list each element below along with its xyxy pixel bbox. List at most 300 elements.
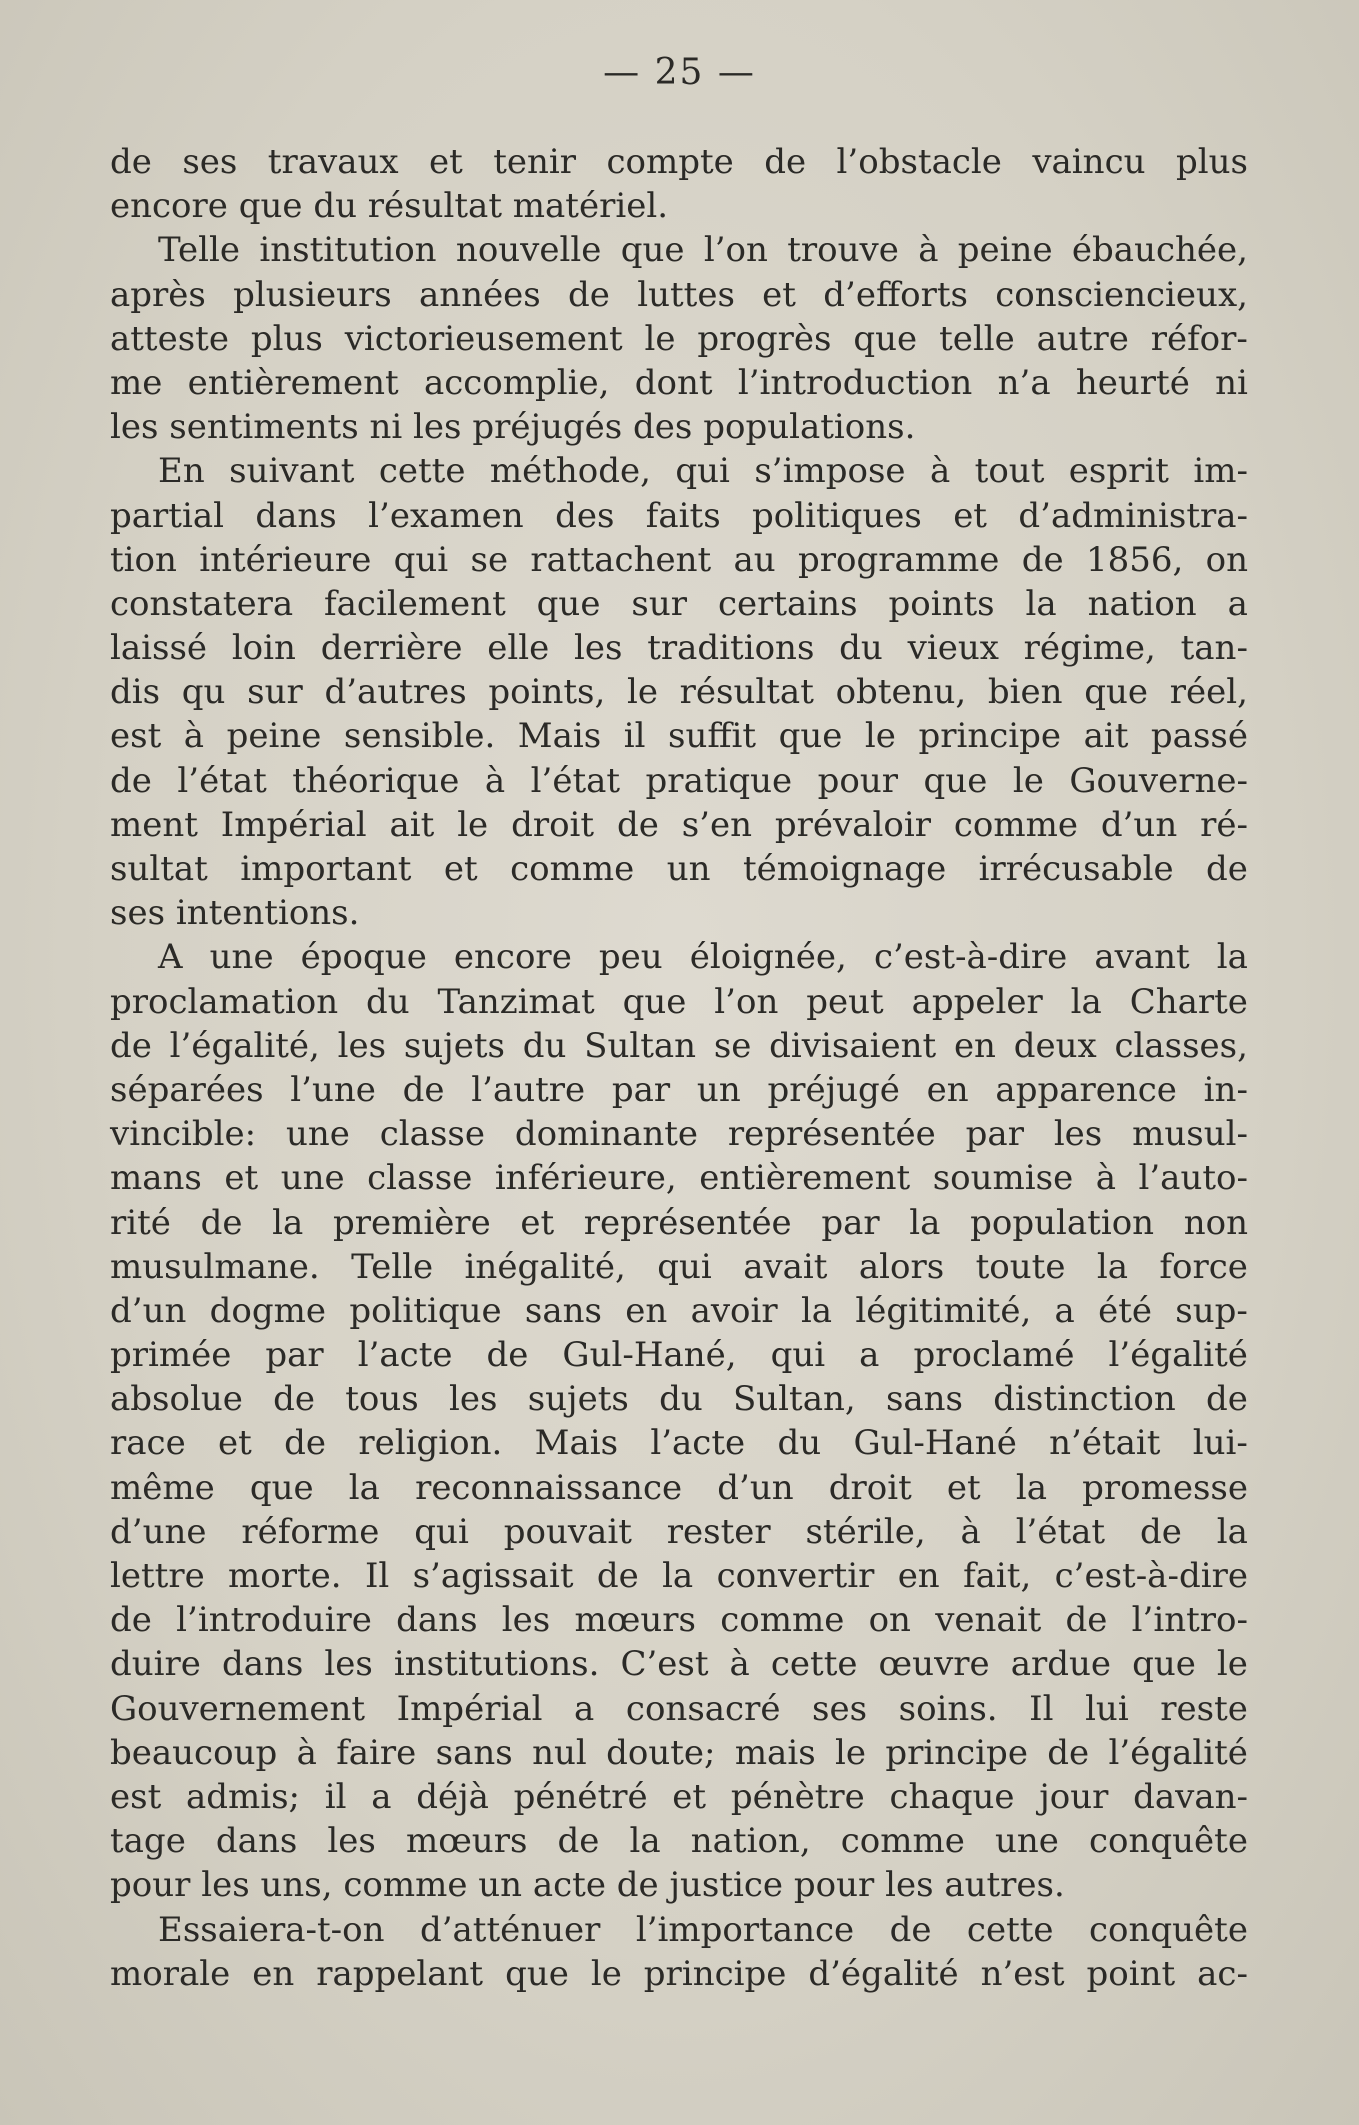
word: Il bbox=[364, 1556, 390, 1596]
text-line bbox=[110, 184, 1248, 228]
word: sentiments bbox=[169, 407, 370, 448]
word: a bbox=[574, 1688, 595, 1729]
text-line bbox=[110, 891, 1248, 935]
word: lettre bbox=[110, 1556, 205, 1596]
word: En bbox=[158, 451, 205, 492]
word: musul- bbox=[1132, 1114, 1248, 1155]
word: politiques bbox=[752, 495, 922, 536]
word: autres. bbox=[944, 1865, 1065, 1906]
word: apparence bbox=[995, 1069, 1177, 1110]
word: trouve bbox=[787, 230, 899, 271]
word: séparées bbox=[110, 1069, 264, 1110]
word: comme bbox=[510, 849, 635, 889]
word: classe bbox=[367, 1158, 473, 1199]
word: n’était bbox=[1049, 1423, 1161, 1464]
text-line bbox=[110, 1687, 1248, 1731]
word: deux bbox=[1013, 1025, 1097, 1066]
page-number: — 25 — bbox=[603, 52, 756, 93]
word: de bbox=[1021, 539, 1064, 580]
word: vieux bbox=[907, 628, 999, 669]
word: que bbox=[853, 318, 918, 359]
word: du bbox=[365, 981, 410, 1022]
word: au bbox=[733, 539, 776, 580]
word: le bbox=[626, 672, 658, 713]
word: de bbox=[568, 274, 610, 315]
word: les bbox=[1053, 1114, 1103, 1155]
word: l’égalité, bbox=[169, 1025, 320, 1066]
text-line bbox=[110, 626, 1248, 670]
word: Impérial bbox=[220, 804, 367, 845]
word: principe bbox=[643, 1953, 787, 1994]
word: duire bbox=[110, 1644, 201, 1685]
word: telle bbox=[939, 318, 1015, 359]
word: théorique bbox=[292, 760, 460, 801]
text-line bbox=[110, 803, 1248, 847]
word: l’acte bbox=[650, 1423, 746, 1464]
text-line bbox=[110, 980, 1248, 1024]
word: Gul-Hané, bbox=[562, 1335, 737, 1376]
word: acte bbox=[532, 1865, 617, 1906]
word: d’un bbox=[110, 1290, 187, 1331]
word: les bbox=[337, 1025, 387, 1066]
word: œuvre bbox=[878, 1644, 990, 1685]
word: in- bbox=[1203, 1069, 1248, 1110]
word: l’obstacle bbox=[836, 142, 1002, 182]
word: dans bbox=[396, 1600, 478, 1641]
word: institution bbox=[259, 230, 437, 271]
word: le bbox=[590, 1953, 622, 1994]
word: de bbox=[200, 1202, 243, 1243]
text-line bbox=[110, 1333, 1248, 1377]
word: distinction bbox=[993, 1379, 1176, 1420]
word: irrécusable bbox=[978, 849, 1174, 889]
word: avant bbox=[1094, 937, 1190, 978]
word: autre bbox=[1036, 318, 1129, 359]
text-line bbox=[110, 1112, 1248, 1156]
word: il bbox=[623, 716, 646, 757]
word: Il bbox=[1029, 1688, 1054, 1729]
word: elle bbox=[487, 628, 550, 669]
text-line bbox=[110, 1245, 1248, 1289]
word: de bbox=[889, 1909, 932, 1950]
word: à bbox=[960, 1511, 981, 1552]
word: sur bbox=[247, 672, 303, 713]
word: Mais bbox=[517, 716, 602, 757]
word: Gul-Hané bbox=[853, 1423, 1017, 1464]
word: point bbox=[1086, 1953, 1176, 1994]
word: entièrement bbox=[699, 1158, 911, 1199]
word: heurté bbox=[1075, 362, 1190, 403]
word: classe bbox=[379, 1114, 485, 1155]
word: a bbox=[371, 1776, 392, 1817]
text-line bbox=[110, 582, 1248, 626]
word: conquête bbox=[1088, 1821, 1248, 1862]
word: en bbox=[252, 1953, 295, 1994]
word: sans bbox=[885, 1379, 964, 1420]
word: partial bbox=[110, 495, 224, 536]
word: les bbox=[110, 407, 170, 448]
word: progrès bbox=[697, 318, 832, 359]
word: cette bbox=[378, 451, 466, 492]
word: victorieusement bbox=[344, 318, 623, 359]
word: un bbox=[696, 1069, 741, 1110]
text-line bbox=[110, 405, 1248, 449]
word: le bbox=[835, 1732, 866, 1773]
word: suivant bbox=[229, 451, 355, 492]
word: de bbox=[616, 804, 659, 845]
word: divisaient bbox=[769, 1025, 937, 1066]
text-line bbox=[110, 670, 1248, 714]
word: Mais bbox=[534, 1423, 619, 1464]
word: toute bbox=[975, 1246, 1066, 1287]
word: ardue bbox=[1010, 1644, 1112, 1685]
word: régime, bbox=[1023, 628, 1156, 669]
word: l’autre bbox=[471, 1069, 586, 1110]
text-line bbox=[110, 1068, 1248, 1112]
word: qui bbox=[770, 1335, 826, 1376]
text-line bbox=[110, 1775, 1248, 1819]
word: mais bbox=[734, 1732, 816, 1773]
word: proclamé bbox=[913, 1335, 1075, 1376]
word: jour bbox=[1039, 1776, 1109, 1817]
word: c’est-à-dire bbox=[873, 937, 1068, 978]
word: pratique bbox=[645, 760, 793, 801]
word: après bbox=[110, 274, 206, 315]
word: témoignage bbox=[743, 849, 947, 889]
word: les bbox=[501, 1600, 551, 1641]
word: entièrement bbox=[187, 362, 399, 403]
word: Sultan bbox=[584, 1025, 697, 1066]
word: droit bbox=[511, 804, 595, 845]
word: Charte bbox=[1129, 981, 1248, 1022]
word: le bbox=[864, 716, 896, 757]
text-line bbox=[110, 361, 1248, 405]
word: travaux bbox=[267, 142, 399, 182]
word: plus bbox=[1175, 142, 1248, 182]
word: Telle bbox=[351, 1246, 434, 1287]
word: faits bbox=[645, 495, 721, 536]
word: dans bbox=[215, 1821, 298, 1862]
word: mans bbox=[110, 1158, 202, 1199]
word: de bbox=[764, 142, 807, 182]
word: venait bbox=[935, 1600, 1042, 1641]
word: admis; bbox=[185, 1776, 301, 1817]
word: que bbox=[620, 230, 685, 271]
word: intérieure bbox=[199, 539, 372, 580]
word: tout bbox=[974, 451, 1045, 492]
text-line bbox=[110, 847, 1248, 891]
word: le bbox=[457, 804, 489, 845]
word: de bbox=[402, 1069, 445, 1110]
word: nation, bbox=[690, 1821, 811, 1862]
word: la bbox=[1096, 1246, 1129, 1287]
word: une bbox=[280, 1158, 345, 1199]
word: Tanzimat bbox=[437, 981, 595, 1022]
word: légitimité, bbox=[855, 1290, 1032, 1331]
word: constatera bbox=[110, 583, 294, 624]
body-text bbox=[110, 140, 1248, 1996]
word: que bbox=[622, 981, 687, 1022]
word: que bbox=[505, 1953, 569, 1994]
word: compte bbox=[606, 142, 734, 182]
word: im- bbox=[1193, 451, 1248, 492]
word: nul bbox=[532, 1732, 587, 1773]
word: traditions bbox=[647, 628, 815, 669]
word: lui- bbox=[1192, 1423, 1248, 1464]
word: en bbox=[625, 1290, 668, 1331]
word: que bbox=[1132, 1644, 1196, 1685]
word: de bbox=[273, 1379, 315, 1420]
word: représentée bbox=[583, 1202, 792, 1243]
word: sensible. bbox=[343, 716, 496, 757]
word: classes, bbox=[1114, 1025, 1248, 1066]
word: pour bbox=[793, 1865, 886, 1906]
word: droit bbox=[828, 1467, 912, 1508]
word: vaincu bbox=[1032, 142, 1146, 182]
word: par bbox=[965, 1114, 1024, 1155]
word: soins. bbox=[898, 1688, 998, 1729]
word: bien bbox=[987, 672, 1063, 713]
word: ses bbox=[182, 142, 238, 182]
word: luttes bbox=[637, 274, 735, 315]
word: méthode, bbox=[489, 451, 651, 492]
word: ait bbox=[389, 804, 435, 845]
word: principe bbox=[918, 716, 1062, 757]
word: de bbox=[110, 1600, 152, 1641]
word: pénètre bbox=[730, 1776, 865, 1817]
word: alors bbox=[858, 1246, 945, 1287]
word: et bbox=[762, 274, 796, 315]
word: ment bbox=[110, 804, 198, 845]
word: et bbox=[218, 1423, 252, 1464]
word: l’état bbox=[1015, 1511, 1106, 1552]
word: rité bbox=[110, 1202, 171, 1243]
word: une bbox=[285, 1114, 350, 1155]
word: Sultan, bbox=[732, 1379, 856, 1420]
text-line bbox=[110, 935, 1248, 979]
word: de bbox=[1047, 1732, 1090, 1773]
word: les bbox=[885, 1865, 945, 1906]
word: l’introduire bbox=[176, 1600, 372, 1641]
word: que bbox=[923, 760, 988, 801]
word: sujets bbox=[403, 1025, 505, 1066]
word: tage bbox=[110, 1821, 186, 1862]
word: de bbox=[1206, 849, 1248, 889]
word: du bbox=[522, 1025, 567, 1066]
word: du bbox=[659, 1379, 703, 1420]
word: s’agissait bbox=[412, 1556, 574, 1596]
word: pouvait bbox=[503, 1511, 632, 1552]
word: la bbox=[1216, 1511, 1248, 1552]
word: pour bbox=[817, 760, 899, 801]
word: principe bbox=[885, 1732, 1028, 1773]
text-line bbox=[110, 1024, 1248, 1068]
word: et bbox=[953, 495, 987, 536]
word: Impérial bbox=[396, 1688, 543, 1729]
word: sans bbox=[435, 1732, 513, 1773]
word: la bbox=[909, 1202, 941, 1243]
word: derrière bbox=[320, 628, 463, 669]
word: première bbox=[332, 1202, 491, 1243]
word: une bbox=[209, 937, 274, 978]
word: c’est-à-dire bbox=[1054, 1556, 1248, 1596]
text-line bbox=[110, 1289, 1248, 1333]
word: peine bbox=[957, 230, 1053, 271]
word: par bbox=[611, 1069, 671, 1110]
word: comme bbox=[343, 1865, 479, 1906]
word: réforme bbox=[241, 1511, 380, 1552]
word: de bbox=[1139, 1511, 1182, 1552]
word: loin bbox=[231, 628, 296, 669]
word: Telle bbox=[158, 230, 241, 271]
word: à bbox=[929, 451, 951, 492]
word: et bbox=[224, 1158, 259, 1199]
word: on bbox=[868, 1600, 911, 1641]
word: les bbox=[413, 407, 473, 448]
word: mœurs bbox=[405, 1821, 528, 1862]
word: avait bbox=[743, 1246, 828, 1287]
text-line bbox=[110, 273, 1248, 317]
word: par bbox=[265, 1335, 324, 1376]
word: dans bbox=[255, 495, 337, 536]
word: de bbox=[486, 1335, 529, 1376]
word: reconnaissance bbox=[415, 1467, 683, 1508]
text-line bbox=[110, 1156, 1248, 1200]
text-line bbox=[110, 1554, 1248, 1598]
word: l’égalité bbox=[1108, 1335, 1248, 1376]
word: avoir bbox=[690, 1290, 778, 1331]
word: la bbox=[800, 1290, 833, 1331]
word: été bbox=[1098, 1290, 1153, 1331]
word: les bbox=[574, 628, 623, 669]
word: de bbox=[557, 1821, 600, 1862]
word: de bbox=[110, 760, 152, 801]
word: institutions. bbox=[393, 1644, 600, 1685]
word: chaque bbox=[889, 1776, 1015, 1817]
word: nouvelle bbox=[455, 230, 602, 271]
word: points, bbox=[488, 672, 606, 713]
word: l’une bbox=[290, 1069, 376, 1110]
word: ait bbox=[1083, 716, 1129, 757]
word: rappelant bbox=[316, 1953, 484, 1994]
word: pour bbox=[110, 1865, 202, 1906]
text-line bbox=[110, 140, 1248, 184]
word: laissé bbox=[110, 628, 208, 669]
word: morte. bbox=[228, 1556, 342, 1596]
word: qu bbox=[181, 672, 226, 713]
word: A bbox=[158, 937, 183, 978]
word: de bbox=[110, 1025, 152, 1066]
word: religion. bbox=[358, 1423, 503, 1464]
word: d’égalité bbox=[808, 1953, 959, 1994]
word: que bbox=[778, 716, 843, 757]
word: tous bbox=[345, 1379, 419, 1420]
word: tenir bbox=[493, 142, 577, 182]
text-line bbox=[110, 1377, 1248, 1421]
word: déjà bbox=[416, 1776, 489, 1817]
word: Gouverne- bbox=[1069, 760, 1248, 801]
word: la bbox=[272, 1202, 304, 1243]
word: réel, bbox=[1169, 672, 1248, 713]
word: l’état bbox=[530, 760, 621, 801]
word: comme bbox=[720, 1600, 845, 1641]
word: l’introduction bbox=[737, 362, 973, 403]
word: éloignée, bbox=[689, 937, 847, 978]
word: qui bbox=[675, 451, 730, 492]
word: de bbox=[1205, 1379, 1248, 1420]
word: la bbox=[1070, 981, 1102, 1022]
word: s’en bbox=[681, 804, 753, 845]
word: C’est bbox=[620, 1644, 709, 1685]
word: à bbox=[484, 760, 506, 801]
word: ni bbox=[1215, 362, 1248, 403]
word: l’égalité bbox=[1108, 1732, 1248, 1773]
word: on bbox=[1205, 539, 1248, 580]
text-line bbox=[110, 228, 1248, 272]
word: comme bbox=[840, 1821, 965, 1862]
word: l’importance bbox=[635, 1909, 855, 1950]
word: sujets bbox=[527, 1379, 629, 1420]
word: ré- bbox=[1200, 804, 1248, 845]
word: ni bbox=[369, 407, 414, 448]
word: d’efforts bbox=[823, 274, 968, 315]
word: préjugés bbox=[472, 407, 634, 448]
word: uns, bbox=[260, 1865, 344, 1906]
word: de bbox=[284, 1423, 327, 1464]
word: même bbox=[110, 1467, 215, 1508]
word: Essaiera-t-on bbox=[158, 1909, 385, 1950]
text-line bbox=[110, 317, 1248, 361]
word: morale bbox=[110, 1953, 231, 1994]
word: s’impose bbox=[754, 451, 906, 492]
word: la bbox=[1015, 1467, 1047, 1508]
word: ac- bbox=[1197, 1953, 1248, 1994]
word: se bbox=[713, 1025, 752, 1066]
word: l’examen bbox=[368, 495, 524, 536]
word: suffit bbox=[668, 716, 757, 757]
text-line bbox=[110, 1201, 1248, 1245]
word: et bbox=[428, 142, 463, 182]
word: le bbox=[644, 318, 676, 359]
word: consciencieux, bbox=[995, 274, 1248, 315]
word: politique bbox=[349, 1290, 502, 1331]
word: dominante bbox=[514, 1114, 699, 1155]
word: les bbox=[327, 1821, 376, 1862]
word: a bbox=[1227, 583, 1248, 624]
text-line bbox=[110, 1952, 1248, 1996]
word: qui bbox=[657, 1246, 712, 1287]
word: Gouvernement bbox=[110, 1688, 366, 1729]
word: l’intro- bbox=[1131, 1600, 1248, 1641]
word: esprit bbox=[1068, 451, 1169, 492]
word: comme bbox=[953, 804, 1078, 845]
word: il bbox=[324, 1776, 347, 1817]
text-line bbox=[110, 714, 1248, 758]
word: cette bbox=[966, 1909, 1054, 1950]
word: rattachent bbox=[530, 539, 712, 580]
word: ébauchée, bbox=[1071, 230, 1248, 271]
word: cette bbox=[770, 1644, 858, 1685]
word: un bbox=[478, 1865, 533, 1906]
word: n’est bbox=[980, 1953, 1065, 1994]
word: de bbox=[1065, 1600, 1108, 1641]
word: vincible: bbox=[110, 1114, 257, 1155]
word: le bbox=[1012, 760, 1044, 801]
word: lui bbox=[1085, 1688, 1129, 1729]
word: d’administra- bbox=[1018, 495, 1248, 536]
word: d’autres bbox=[324, 672, 467, 713]
word: appeler bbox=[911, 981, 1043, 1022]
